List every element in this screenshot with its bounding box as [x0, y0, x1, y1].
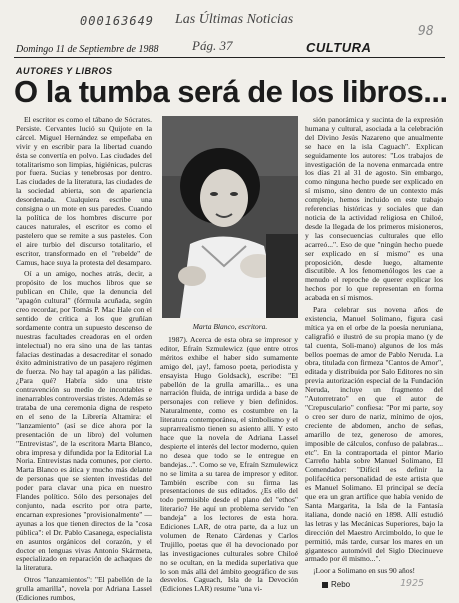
paragraph: 1987). Acerca de esta obra se impresor y editor, Efraín Szmulewicz (que entre otros méritos exhibe el haber sido sumamente amigo del, ¡ay!, famoso poeta, periodista y ensayista Hugo Goldsack), escribe: "El pabellón de la grulla amarilla... es una narración fluida, de intriga urdida a base de personajes con relieve y bien definidos. Naturalmente, como es costumbre en la literatura contemporánea, el simbolismo y el suprarrealismo tienen su asiento allí. Y esto hace que la novela de Adriana Lassel despierte el interés del lector moderno, quien no desea que todo se le entregue en bandejas...". Como se ve, Efraín Szmulewicz no se limita a su tarea de impresor y editor. También escribe con su firma las presentaciones de sus editados. ¿Es ello del todo permisible desde el plano del "ethos" literario? He aquí un problema servido "en bandeja" a los lectores de esta hora. Ediciones LAR, de otra parte, da a luz un volumen de Renato Cárdenas y Carlos Trujillo, poetas que él ha devocionado por las investigaciones culturales sobre Chiloé no se ocultan, en la medida superlativa que lo son más allá del ámbito geográfico de sus desvelos. Caguach, Isla de la Devoción (Ediciones LAR) resume "una vi-	[160, 335, 298, 594]
square-bullet-icon	[322, 582, 328, 588]
section-title: CULTURA	[306, 40, 372, 55]
text-column-3	[305, 116, 443, 578]
paragraph: Otros "lanzamientos": "El pabellón de la grulla amarilla", novela por Adriana Lassel (Ediciones rumbos,	[16, 575, 152, 603]
header-rule	[14, 57, 445, 58]
paragraph: ¡Loor a Solimano en sus 90 años!	[313, 566, 416, 576]
author-photo	[162, 116, 298, 318]
handwritten-newspaper-name: Las Últimas Noticias	[175, 12, 294, 27]
article-headline: O la tumba será de los libros...	[14, 74, 448, 109]
handwritten-archive-code: 000163649	[80, 14, 155, 28]
paragraph: sión panorámica y sucinta de la expresión humana y cultural, asociada a la celebración del Divino Jesús Nazareno que anualmente se hace en la isla Caguach". Explican seguidamente los autores: "Los trabajos de investigación de la novena enmarcada entre los días 21 al 31 de agosto. Sin embargo, como ninguna hecho puede ser explicado en sí mismo, sino dentro de un contexto más complejo, hemos incluido en este trabajo referencias históricas y sociales que dan noticia de la actividad religiosa en Chiloé, desde la llegada de los primeros misioneros, y las consecuencias culturales que ello acarreó...". Eso de que "ningún hecho puede ser explicado en sí mismo" es una proposición, desde luego, altamente discutible. A los fenomenólogos les cae a menudo el reproche de querer explicar los hechos por lo que representan en forma acabada en sí mismos.	[305, 115, 443, 303]
photo-caption: Marta Blanco, escritora.	[192, 322, 268, 331]
paragraph: El escritor es como el tábano de Sócrates. Persiste. Cervantes lució su Quijote en la cárcel. Miguel Hernández se empeñaba en vivir y en escribir para la libertad cuando ésta se convertía en polvo. Las ciudades del totalitarismo son limpias, higiénicas, pulcras por fuera. Sucias y tenebrosas por dentro. Las ciudades de la literatura, las ciudades de la sociedad abierta, son de apariencia desordenada. Cualquiera escribe una consigna o un mote en sus paredes. Cuando la política de los hombres discurre por cauces naturales, el escritor es como el pastelero que se remite a sus pasteles. Con el aire turbio del discurso totalitario, el escritor, transformado en el "rebelde" de Camus, hace suya la protesta del desamparo.	[16, 115, 152, 267]
handwritten-page-number: Pág. 37	[192, 38, 233, 53]
author-signature	[322, 580, 350, 589]
paragraph: Para celebrar sus novena años de existencia, Manuel Solimano, figura casi mítica ya en el orbe de la poesía neruniana, caligrafió e ilustró de su propia mano (y de tal cuenta, Soli-mano) algunos de los más bellos poemas de amor de Pablo Neruda. La obra, titulada con firmeza "Cantos de Amor", editada y distribuida por Salo Editores no sin previa autorización especial de la Fundación Neruda, incluye un fragmento del "Autorretrato" en que el autor de "Crepusculario" confiesa: "Por mi parte, soy o creo ser duro de nariz, mínimo de ojos, creciente de abdomen, ancho de señas, amarillo de tez, generoso de amores, imposible de cálculos, confuso de palabras... etc". En la contraportada el pintor Mario Carreño habla sobre Manuel Solimano, El Comendador: "Difícil es definir la polifacética personalidad de este artista que es Manuel Solimano. El principal se decía que era un gran artífice que había venido de Santa Margarita, la Isla de la Fantasía italiana, donde nació en 1898. Allí estudió las letras y las Mecánicas Superiores, bajo la dirección del Maestro Arcimboldo, lo que le permitió, más tarde, cursar los mares en un gigantesco automóvil del Siglo Diecinueve armado por él mismo...".	[305, 305, 443, 564]
paragraph: Oí a un amigo, noches atrás, decir, a propósito de los muchos libros que se publican en Chile, que la denuncia del "apagón cultural" (fórmula acuñada, según creo recordar, por Tomás P. Mac Hale con el sentido de crítica a los que gruñían sordamente contra un supuesto descenso de nuestras facultades creadoras en el orden intelectual) no era sino una de las tantas falacias destinadas a desacreditar el sonado éxito administrativo de un pasajero régimen de fuerza. No hay tal apagón a las pálidas. ¿Para qué? Habría sido una triste contravención su medio de incontables e inenarrables controversias tristes. Además se trataba de una ceremonia digna de respeto en el seno de la Librería Altamira: el "lanzamiento" (así se dice ahora por la presentación de un libro) del volumen "Entrevistas", de la escritora Marta Blanco, obra impresa y difundida por la Editorial La Noria. Entrevistas nada comunes, por cierto. Marta Blanco es ática y mucho más delante de personas que se sienten investidas del poder para clavar una pica en nuestro Flandes político. Sólo des personajes del conjunto, nada escrito por otra parte, encarnan expresiones "provisionalmente" —ayunas a los que tienen directos de la "cosa pública": el Dr. Pablo Casanega, especialista en asuntos orgánicos del corazón, y el doctor en lenguas vivas Antonio Skármeta, especializado en reparación de achaques de la literatura.	[16, 269, 153, 573]
article-kicker: AUTORES Y LIBROS	[16, 66, 113, 76]
signature-text: Rebo	[331, 580, 351, 589]
handwritten-bottom-number: 1925	[400, 578, 425, 589]
text-column-2	[160, 335, 298, 594]
portrait-illustration	[162, 116, 298, 318]
text-column-1	[16, 115, 153, 603]
handwritten-corner-number: 98	[418, 24, 434, 39]
issue-date: Domingo 11 de Septiembre de 1988	[16, 44, 159, 55]
